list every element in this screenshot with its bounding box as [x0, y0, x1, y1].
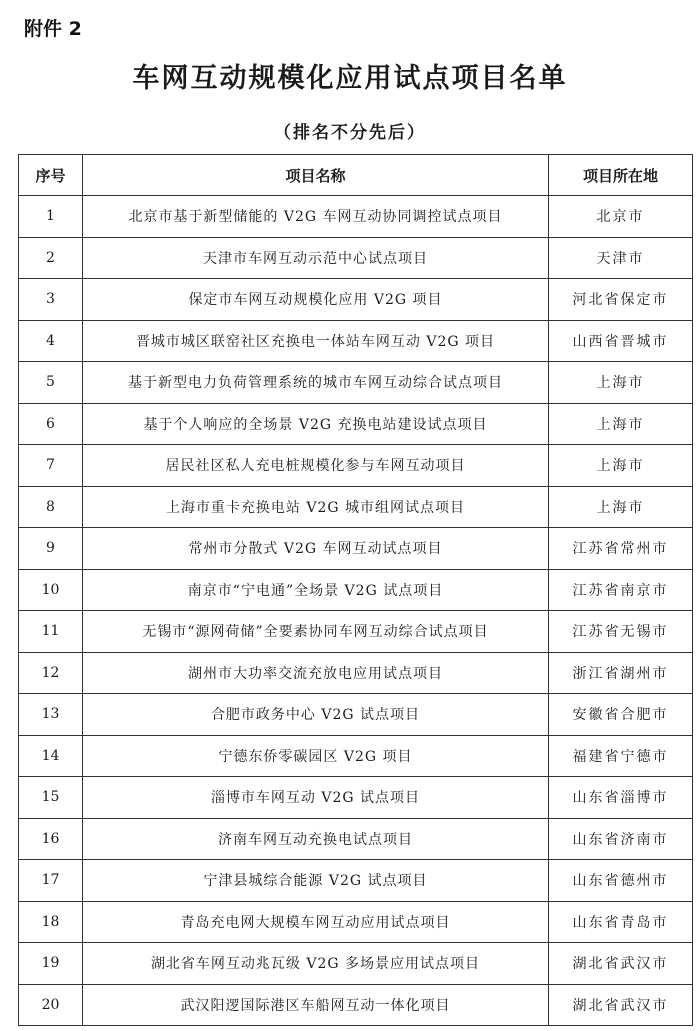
table-row: [19, 362, 693, 404]
project-location-cell: 山东省青岛市: [549, 901, 693, 943]
table-row: [19, 901, 693, 943]
project-name-cell: 北京市基于新型储能的 V2G 车网互动协同调控试点项目: [83, 196, 549, 238]
project-location-cell: 上海市: [549, 445, 693, 487]
project-name-cell: 基于个人响应的全场景 V2G 充换电站建设试点项目: [83, 403, 549, 445]
row-number-cell: 8: [19, 486, 83, 528]
table-row: [19, 943, 693, 985]
project-name-cell: 保定市车网互动规模化应用 V2G 项目: [83, 279, 549, 321]
table-row: [19, 320, 693, 362]
table-row: [19, 860, 693, 902]
table-row: [19, 735, 693, 777]
project-name-cell: 基于新型电力负荷管理系统的城市车网互动综合试点项目: [83, 362, 549, 404]
table-row: [19, 777, 693, 819]
table-row: [19, 818, 693, 860]
row-number-cell: 17: [19, 860, 83, 902]
row-number-cell: 1: [19, 196, 83, 238]
project-location-cell: 山西省晋城市: [549, 320, 693, 362]
project-name-cell: 居民社区私人充电桩规模化参与车网互动项目: [83, 445, 549, 487]
project-location-cell: 福建省宁德市: [549, 735, 693, 777]
project-location-cell: 江苏省常州市: [549, 528, 693, 570]
row-number-cell: 14: [19, 735, 83, 777]
project-location-cell: 河北省保定市: [549, 279, 693, 321]
project-location-cell: 安徽省合肥市: [549, 694, 693, 736]
project-name-cell: 湖州市大功率交流充放电应用试点项目: [83, 652, 549, 694]
project-location-cell: 江苏省无锡市: [549, 611, 693, 653]
table-row: [19, 279, 693, 321]
column-header-location: 项目所在地: [549, 155, 693, 196]
row-number-cell: 19: [19, 943, 83, 985]
project-location-cell: 江苏省南京市: [549, 569, 693, 611]
project-name-cell: 淄博市车网互动 V2G 试点项目: [83, 777, 549, 819]
row-number-cell: 10: [19, 569, 83, 611]
table-row: [19, 611, 693, 653]
table-row: [19, 984, 693, 1026]
table-row: [19, 528, 693, 570]
table-row: [19, 694, 693, 736]
project-location-cell: 山东省淄博市: [549, 777, 693, 819]
document-title: 车网互动规模化应用试点项目名单: [132, 63, 568, 94]
row-number-cell: 3: [19, 279, 83, 321]
table-row: [19, 237, 693, 279]
project-location-cell: 上海市: [549, 403, 693, 445]
project-location-cell: 浙江省湖州市: [549, 652, 693, 694]
row-number-cell: 15: [19, 777, 83, 819]
project-name-cell: 武汉阳逻国际港区车船网互动一体化项目: [83, 984, 549, 1026]
row-number-cell: 20: [19, 984, 83, 1026]
project-location-cell: 北京市: [549, 196, 693, 238]
row-number-cell: 6: [19, 403, 83, 445]
row-number-cell: 16: [19, 818, 83, 860]
project-name-cell: 南京市“宁电通”全场景 V2G 试点项目: [83, 569, 549, 611]
table-row: [19, 652, 693, 694]
pilot-project-table: [18, 154, 693, 1026]
row-number-cell: 5: [19, 362, 83, 404]
table-row: [19, 486, 693, 528]
project-location-cell: 上海市: [549, 486, 693, 528]
row-number-cell: 7: [19, 445, 83, 487]
project-name-cell: 青岛充电网大规模车网互动应用试点项目: [83, 901, 549, 943]
table-row: [19, 445, 693, 487]
table-row: [19, 196, 693, 238]
row-number-cell: 4: [19, 320, 83, 362]
project-name-cell: 湖北省车网互动兆瓦级 V2G 多场景应用试点项目: [83, 943, 549, 985]
row-number-cell: 9: [19, 528, 83, 570]
attachment-label: 附件 2: [24, 18, 82, 40]
column-header-number: 序号: [19, 155, 83, 196]
row-number-cell: 12: [19, 652, 83, 694]
project-name-cell: 宁德东侨零碳园区 V2G 项目: [83, 735, 549, 777]
project-name-cell: 常州市分散式 V2G 车网互动试点项目: [83, 528, 549, 570]
row-number-cell: 11: [19, 611, 83, 653]
row-number-cell: 2: [19, 237, 83, 279]
project-name-cell: 无锡市“源网荷储”全要素协同车网互动综合试点项目: [83, 611, 549, 653]
project-name-cell: 合肥市政务中心 V2G 试点项目: [83, 694, 549, 736]
table-row: [19, 403, 693, 445]
project-location-cell: 湖北省武汉市: [549, 943, 693, 985]
table-header-row: [19, 155, 693, 196]
project-location-cell: 山东省济南市: [549, 818, 693, 860]
project-name-cell: 晋城市城区联窑社区充换电一体站车网互动 V2G 项目: [83, 320, 549, 362]
project-location-cell: 湖北省武汉市: [549, 984, 693, 1026]
project-location-cell: 山东省德州市: [549, 860, 693, 902]
table-row: [19, 569, 693, 611]
project-name-cell: 济南车网互动充换电试点项目: [83, 818, 549, 860]
project-location-cell: 上海市: [549, 362, 693, 404]
row-number-cell: 18: [19, 901, 83, 943]
project-location-cell: 天津市: [549, 237, 693, 279]
column-header-project-name: 项目名称: [83, 155, 549, 196]
document-subtitle: （排名不分先后）: [274, 123, 426, 143]
row-number-cell: 13: [19, 694, 83, 736]
project-name-cell: 天津市车网互动示范中心试点项目: [83, 237, 549, 279]
project-name-cell: 宁津县城综合能源 V2G 试点项目: [83, 860, 549, 902]
project-name-cell: 上海市重卡充换电站 V2G 城市组网试点项目: [83, 486, 549, 528]
